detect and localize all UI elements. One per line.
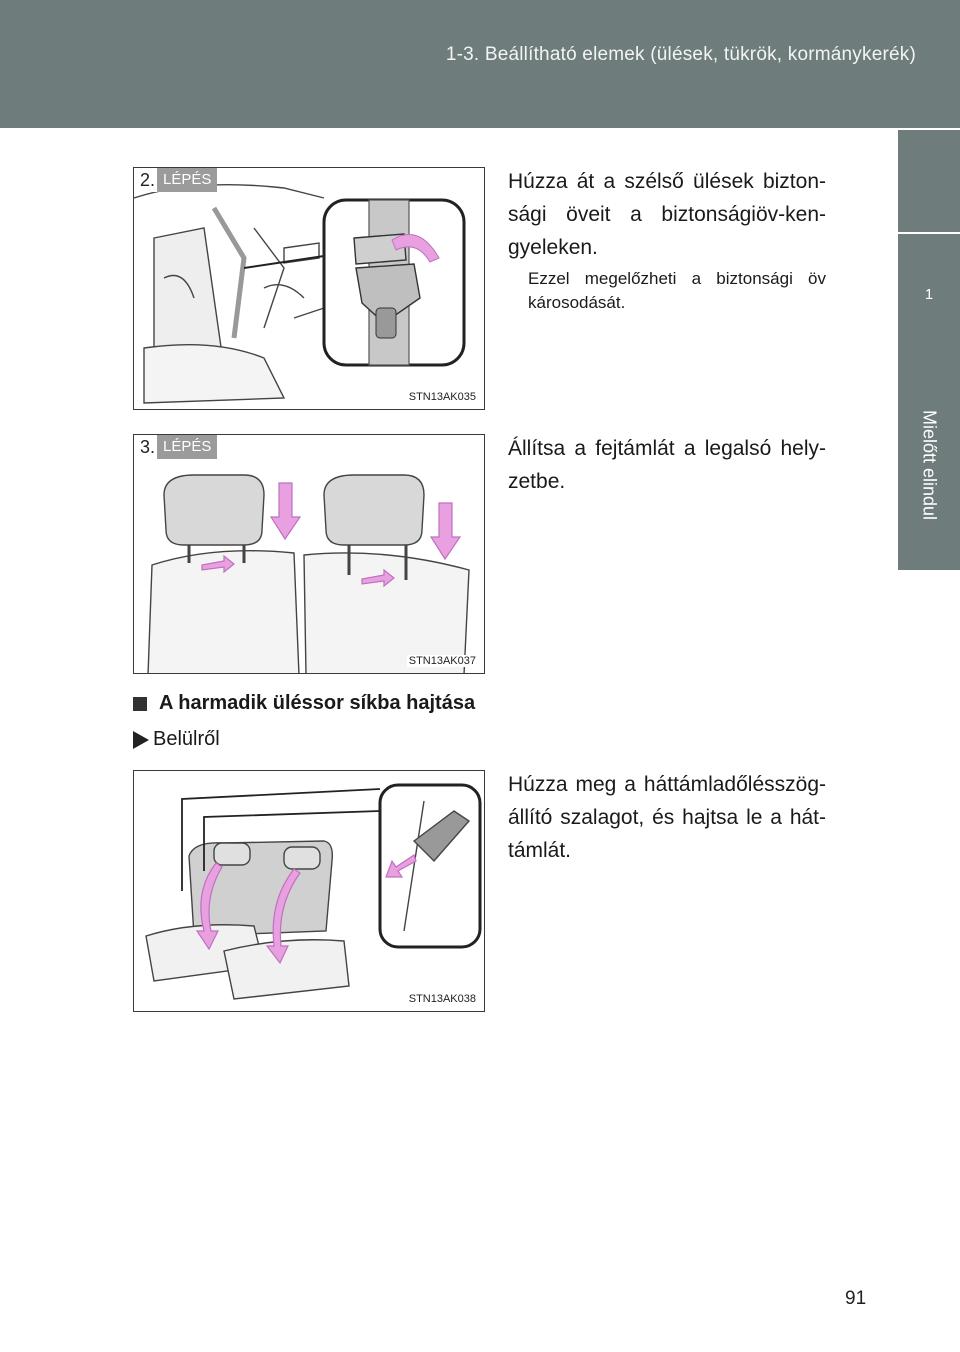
page-header [0, 0, 960, 128]
step2-note: Ezzel megelőzheti a biztonsági öv károsodását. [528, 269, 826, 312]
section-text: Húzza meg a háttámladőlésszög-állító szalagot, és hajtsa le a hát-támlát. [508, 773, 826, 862]
step-word: LÉPÉS [157, 168, 217, 192]
subsection-heading [133, 728, 220, 751]
headrest-illustration [134, 435, 485, 674]
step-badge [134, 435, 217, 459]
figure-code: STN13AK037 [408, 655, 476, 667]
step-word: LÉPÉS [157, 435, 217, 459]
section-heading-text: A harmadik üléssor síkba hajtása [159, 692, 476, 714]
step3-text: Állítsa a fejtámlát a legalsó hely-zetbe. [508, 437, 826, 493]
step-badge [134, 168, 217, 192]
seatbelt-illustration [134, 168, 485, 410]
figure-headrest [133, 434, 485, 674]
subsection-heading-text: Belülről [153, 728, 220, 750]
step2-text: Húzza át a szélső ülések bizton-sági öveit a biztonságiöv-ken-gyeleken. [508, 170, 826, 259]
figure-seatbelt-hanger [133, 167, 485, 410]
figure-third-row-fold [133, 770, 485, 1012]
square-bullet-icon [133, 697, 147, 711]
chapter-label: Mielőtt elindul [919, 409, 940, 521]
step-number: 2. [134, 168, 157, 192]
page-number: 91 [845, 1288, 867, 1309]
figure-code: STN13AK038 [408, 993, 476, 1005]
figure-code: STN13AK035 [408, 391, 476, 403]
section-title: 1-3. Beállítható elemek (ülések, tükrök, kormánykerék) [445, 44, 916, 65]
triangle-bullet-icon [133, 731, 149, 749]
chapter-tab [898, 232, 960, 358]
step-number: 3. [134, 435, 157, 459]
section-heading [133, 692, 475, 715]
chapter-number: 1 [924, 286, 934, 303]
third-row-illustration [134, 771, 485, 1012]
